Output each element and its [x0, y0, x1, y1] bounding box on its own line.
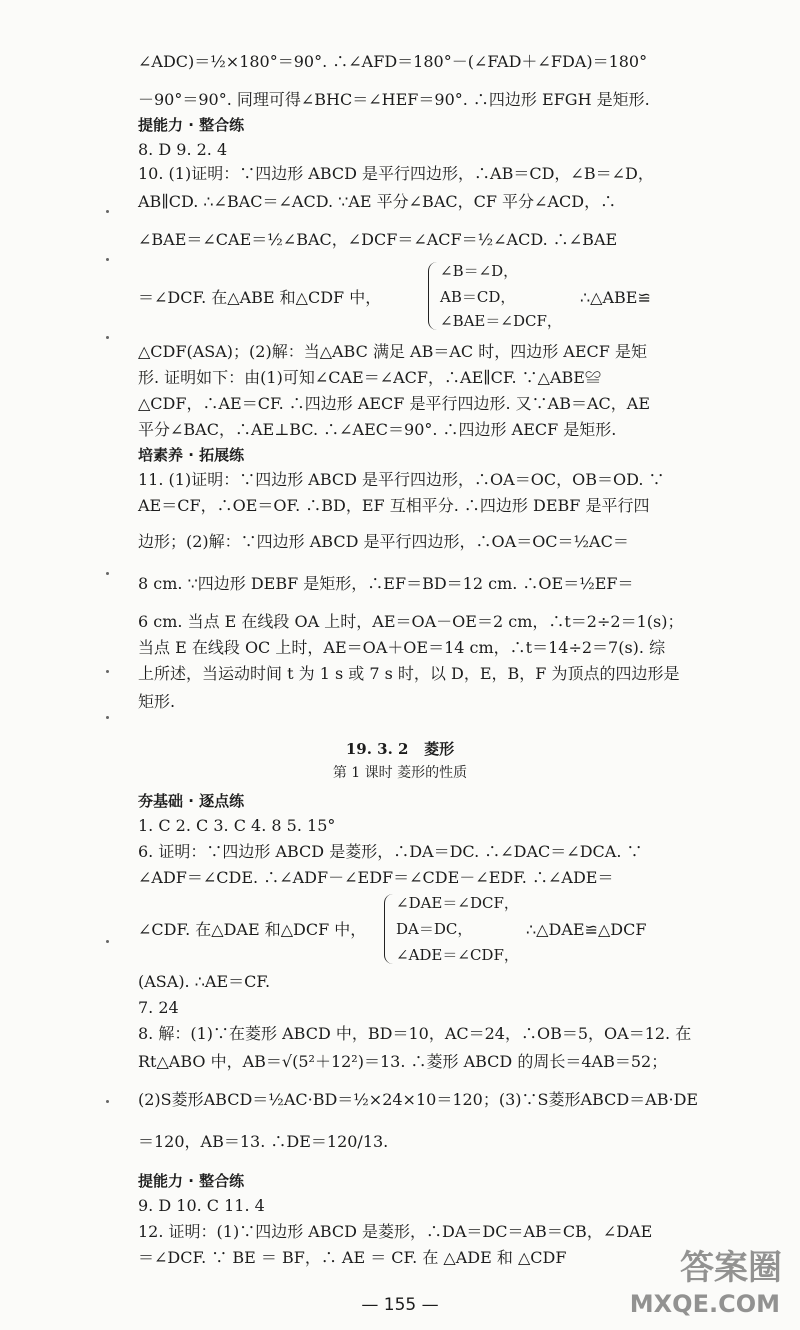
text-line: 矩形. [138, 692, 176, 711]
scan-mark [106, 716, 109, 719]
scan-mark [106, 336, 109, 339]
brace-line: AB＝CD， [440, 288, 516, 306]
section-title [0, 738, 800, 760]
scan-mark [106, 940, 109, 943]
text-line: ＝∠DCF. ∵ BE ＝ BF，∴ AE ＝ CF. 在 △ADE 和 △CDF [138, 1248, 567, 1267]
text-line: 6 cm. 当点 E 在线段 OA 上时，AE＝OA－OE＝2 cm，∴t＝2÷2＝1(s)； [138, 612, 684, 631]
text-line: ∴△ABE≌ [580, 288, 651, 307]
brace-line: ∠DAE＝∠DCF， [396, 894, 519, 912]
text-line: 1. C 2. C 3. C 4. 8 5. 15° [138, 816, 336, 835]
text-line: ＝∠DCF. 在△ABE 和△CDF 中， [138, 288, 382, 307]
text-line: 平分∠BAC，∴AE⊥BC. ∴∠AEC＝90°. ∴四边形 AECF 是矩形. [138, 420, 617, 439]
text-line: △CDF，∴AE＝CF. ∴四边形 AECF 是平行四边形. 又∵AB＝AC，AE [138, 394, 651, 413]
text-line: ∠BAE＝∠CAE＝½∠BAC，∠DCF＝∠ACF＝½∠ACD. ∴∠BAE [138, 230, 618, 249]
text-line: 形. 证明如下：由(1)可知∠CAE＝∠ACF，∴AE∥CF. ∵△ABE≌ [138, 368, 601, 387]
brace-line: ∠ADE＝∠CDF， [396, 946, 519, 964]
text-line: 11. (1)证明：∵四边形 ABCD 是平行四边形，∴OA＝OC，OB＝OD. ∵ [138, 470, 665, 489]
text-line: 12. 证明：(1)∵四边形 ABCD 是菱形，∴DA＝DC＝AB＝CB，∠DAE [138, 1222, 653, 1241]
text-line: 当点 E 在线段 OC 上时，AE＝OA＋OE＝14 cm，∴t＝14÷2＝7(s). 综 [138, 638, 666, 657]
scan-mark [106, 572, 109, 575]
watermark-logo: 答案圈 [680, 1248, 782, 1288]
text-line: 上所述，当运动时间 t 为 1 s 或 7 s 时，以 D，E，B，F 为顶点的四边形是 [138, 664, 680, 683]
section-name: 菱形 [424, 740, 455, 758]
text-line: 10. (1)证明：∵四边形 ABCD 是平行四边形，∴AB＝CD，∠B＝∠D， [138, 164, 654, 183]
text-line: ∠ADC)＝½×180°＝90°. ∴∠AFD＝180°－(∠FAD＋∠FDA)＝180° [138, 52, 648, 71]
scan-mark [106, 1100, 109, 1103]
text-line: －90°＝90°. 同理可得∠BHC＝∠HEF＝90°. ∴四边形 EFGH 是矩形. [138, 90, 650, 109]
text-line: ∴△DAE≌△DCF [526, 920, 647, 939]
text-line: 8. 解：(1)∵在菱形 ABCD 中，BD＝10，AC＝24，∴OB＝5，OA＝12. 在 [138, 1024, 692, 1043]
brace-line: DA＝DC， [396, 920, 473, 938]
text-line: 9. D 10. C 11. 4 [138, 1196, 265, 1215]
text-line: 7. 24 [138, 998, 179, 1017]
scan-mark [106, 258, 109, 261]
text-line: AE＝CF，∴OE＝OF. ∴BD，EF 互相平分. ∴四边形 DEBF 是平行四 [138, 496, 650, 515]
text-line: Rt△ABO 中，AB＝√(5²＋12²)＝13. ∴菱形 ABCD 的周长＝4AB＝52； [138, 1052, 668, 1071]
text-line: △CDF(ASA)；(2)解：当△ABC 满足 AB＝AC 时，四边形 AECF 是矩 [138, 342, 647, 361]
brace-line: ∠B＝∠D， [440, 262, 519, 280]
text-line: (ASA). ∴AE＝CF. [138, 972, 271, 991]
brace-bracket [428, 262, 437, 330]
text-line: ∠CDF. 在△DAE 和△DCF 中， [138, 920, 367, 939]
text-line: ∠ADF＝∠CDE. ∴∠ADF－∠EDF＝∠CDE－∠EDF. ∴∠ADE＝ [138, 868, 614, 887]
text-line: ＝120，AB＝13. ∴DE＝120/13. [138, 1132, 389, 1151]
section-heading: 夯基础 · 逐点练 [138, 792, 245, 810]
scan-mark [106, 210, 109, 213]
watermark-url: MXQE.COM [629, 1290, 780, 1318]
text-line: 6. 证明：∵四边形 ABCD 是菱形，∴DA＝DC. ∴∠DAC＝∠DCA. ∵ [138, 842, 643, 861]
lesson-title: 第 1 课时 菱形的性质 [332, 765, 468, 781]
section-heading: 培素养 · 拓展练 [138, 446, 245, 464]
section-heading: 提能力 · 整合练 [138, 1172, 245, 1190]
scan-mark [106, 670, 109, 673]
brace-bracket [384, 894, 393, 964]
brace-line: ∠BAE＝∠DCF， [440, 312, 562, 330]
section-heading: 提能力 · 整合练 [138, 116, 245, 134]
text-line: (2)S菱形ABCD＝½AC·BD＝½×24×10＝120；(3)∵S菱形ABCD＝AB·DE [138, 1090, 699, 1109]
text-line: 边形；(2)解：∵四边形 ABCD 是平行四边形，∴OA＝OC＝½AC＝ [138, 532, 629, 551]
section-number: 19. 3. 2 [345, 740, 409, 758]
text-line: 8. D 9. 2. 4 [138, 140, 228, 159]
text-line: 8 cm. ∵四边形 DEBF 是矩形，∴EF＝BD＝12 cm. ∴OE＝½EF＝ [138, 574, 634, 593]
page-number: — 155 — [361, 1295, 439, 1315]
text-line: AB∥CD. ∴∠BAC＝∠ACD. ∵AE 平分∠BAC，CF 平分∠ACD，∴ [138, 192, 617, 211]
